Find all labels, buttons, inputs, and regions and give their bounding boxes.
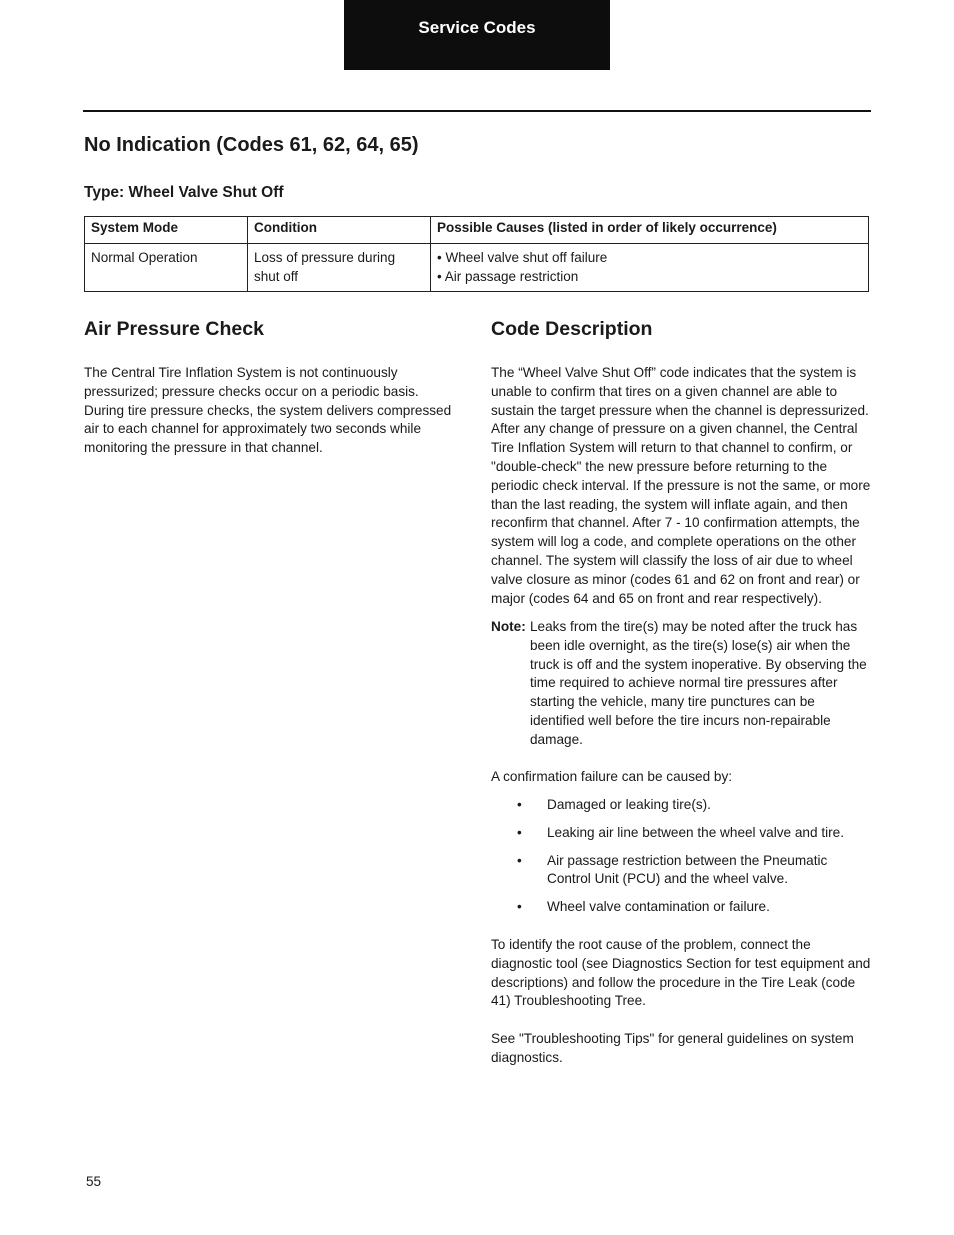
section-tab: [344, 0, 610, 70]
cause-item: • Wheel valve shut off failure: [437, 250, 608, 265]
table-row: [85, 244, 869, 292]
note-text: Leaks from the tire(s) may be noted after the truck has been idle overnight, as the tire(s) lose(s) air when the truck is off and the system inoperative. By observing the time required to achieve normal tire pressures after starting the vehicle, many tire punctures can be identified well before the tire incurs non-repairable damage.: [530, 619, 867, 747]
bullet: •: [517, 899, 522, 915]
air-pressure-body: The Central Tire Inflation System is not continuously pressurized; pressure checks occur on a periodic basis. During tire pressure checks, the system delivers compressed air to each channel for approximately two seconds while monitoring the pressure in that channel.: [84, 365, 452, 456]
header-system-mode: System Mode: [85, 217, 248, 244]
table-header-row: [85, 217, 869, 244]
code-description-heading: Code Description: [491, 318, 653, 340]
list-item: [491, 824, 871, 843]
cell-system-mode: Normal Operation: [85, 244, 248, 292]
cell-condition: Loss of pressure during shut off: [248, 244, 431, 292]
page-title: No Indication (Codes 61, 62, 64, 65): [84, 134, 419, 156]
header-possible-causes: Possible Causes (listed in order of likely occurrence): [431, 217, 869, 244]
failure-cause-list: [491, 796, 871, 926]
list-item-text: Leaking air line between the wheel valve and tire.: [547, 824, 844, 840]
cause-item: • Air passage restriction: [437, 269, 579, 284]
code-description-body: The “Wheel Valve Shut Off” code indicates that the system is unable to confirm that tires on a given channel are able to sustain the target pressure when the channel is depressurized. After any change of pressure on a given channel, the Central Tire Inflation System will return to that channel to confirm, or "double-check" the new pressure before returning to the periodic check interval. If the pressure is not the same, or more than the last reading, the system will inflate again, and then reconfirm that channel. After 7 - 10 confirmation attempts, the system will log a code, and complete operations on the other channel. The system will classify the loss of air due to wheel valve closure as minor (codes 61 and 62 on front and rear) or major (codes 64 and 65 on front and rear respectively).: [491, 365, 871, 606]
list-item-text: Air passage restriction between the Pneumatic Control Unit (PCU) and the wheel valve.: [547, 852, 828, 887]
air-pressure-heading: Air Pressure Check: [84, 318, 264, 340]
list-item: [491, 898, 871, 917]
header-condition: Condition: [248, 217, 431, 244]
bullet: •: [517, 824, 522, 840]
top-divider: [83, 110, 871, 112]
note-label: Note:: [491, 619, 526, 634]
bullet: •: [517, 852, 522, 868]
bullet: •: [517, 797, 522, 812]
failure-intro: A confirmation failure can be caused by:: [491, 769, 733, 784]
note-block: [491, 618, 871, 750]
list-item: [491, 852, 871, 890]
cause-table: [84, 216, 869, 292]
list-item-text: Damaged or leaking tire(s).: [547, 797, 711, 812]
section-tab-label: Service Codes: [418, 18, 536, 37]
cell-possible-causes: [431, 244, 869, 292]
page-number: 55: [86, 1174, 102, 1189]
list-item: [491, 796, 871, 815]
type-label: Type: Wheel Valve Shut Off: [84, 184, 284, 201]
list-item-text: Wheel valve contamination or failure.: [547, 899, 770, 915]
root-cause-paragraph: To identify the root cause of the problem, connect the diagnostic tool (see Diagnostics Section for test equipment and descriptions) and follow the procedure in the Tire Leak (code 41) Troubleshooting Tree.: [491, 937, 871, 1009]
see-tips-paragraph: See "Troubleshooting Tips" for general guidelines on system diagnostics.: [491, 1031, 854, 1065]
